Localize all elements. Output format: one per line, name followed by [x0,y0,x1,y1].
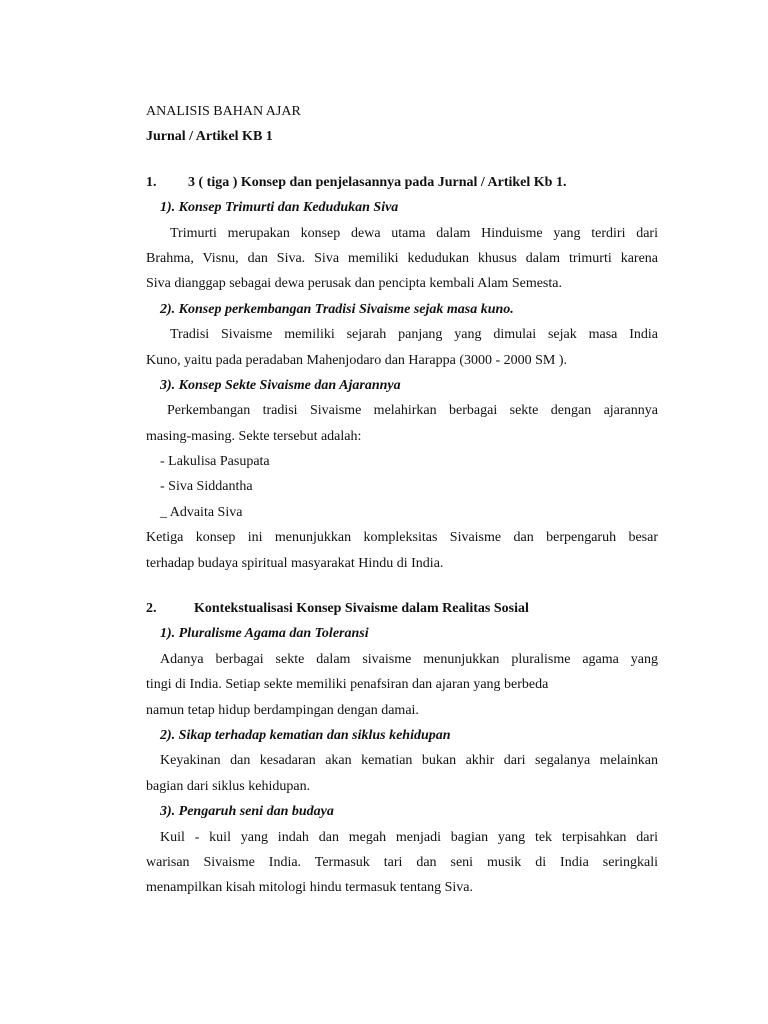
section-2-title: Kontekstualisasi Konsep Sivaisme dalam Realitas Sosial [194,601,529,617]
paragraph-line: bagian dari siklus kehidupan. [146,778,311,794]
section-1-sub-1-title: 1). Konsep Trimurti dan Kedudukan Siva [160,200,399,216]
paragraph-line: terhadap budaya spiritual masyarakat Hindu di India. [146,555,444,571]
section-1-sub-2-title: 2). Konsep perkembangan Tradisi Sivaisme sejak masa kuno. [160,301,514,317]
paragraph-line: namun tetap hidup berdampingan dengan damai. [146,702,419,718]
paragraph-line: Brahma, Visnu, dan Siva. Siva memiliki kedudukan khusus dalam trimurti karena [146,250,658,266]
section-2-number: 2. [146,601,157,617]
paragraph-line: Adanya berbagai sekte dalam sivaisme menunjukkan pluralisme agama yang [160,651,658,667]
paragraph-line: warisan Sivaisme India. Termasuk tari dan seni musik di India seringkali [146,854,658,870]
paragraph-line: menampilkan kisah mitologi hindu termasuk tentang Siva. [146,880,474,896]
paragraph-line: Perkembangan tradisi Sivaisme melahirkan berbagai sekte dengan ajarannya [167,403,658,419]
paragraph-line: Keyakinan dan kesadaran akan kematian bukan akhir dari segalanya melainkan [160,753,658,769]
section-2-sub-2-title: 2). Sikap terhadap kematian dan siklus kehidupan [160,727,451,743]
list-item: _ Advaita Siva [160,504,243,520]
paragraph-line: Kuil - kuil yang indah dan megah menjadi bagian yang tek terpisahkan dari [160,829,658,845]
document-title: ANALISIS BAHAN AJAR [146,104,301,119]
section-1-title: 3 ( tiga ) Konsep dan penjelasannya pada Jurnal / Artikel Kb 1. [188,174,567,190]
section-1-number: 1. [146,174,157,190]
list-item: - Siva Siddantha [160,479,253,495]
section-1-heading [146,173,658,198]
document-page [146,102,658,904]
paragraph-line: Ketiga konsep ini menunjukkan kompleksitas Sivaisme dan berpengaruh besar [146,530,658,546]
section-2-heading [146,599,658,624]
paragraph-line: Kuno, yaitu pada peradaban Mahenjodaro dan Harappa (3000 - 2000 SM ). [146,352,568,368]
paragraph-line: masing-masing. Sekte tersebut adalah: [146,428,362,444]
section-2-sub-1-title: 1). Pluralisme Agama dan Toleransi [160,626,369,642]
paragraph-line: Trimurti merupakan konsep dewa utama dalam Hinduisme yang terdiri dari [170,225,658,241]
paragraph-line: Siva dianggap sebagai dewa perusak dan pencipta kembali Alam Semesta. [146,276,562,292]
paragraph-line: tingi di India. Setiap sekte memiliki penafsiran dan ajaran yang berbeda [146,677,549,693]
list-item: - Lakulisa Pasupata [160,454,270,470]
paragraph-line: Tradisi Sivaisme memiliki sejarah panjang yang dimulai sejak masa India [170,327,658,343]
section-2-sub-3-title: 3). Pengaruh seni dan budaya [160,804,334,820]
document-subtitle: Jurnal / Artikel KB 1 [146,129,273,145]
section-1-sub-3-title: 3). Konsep Sekte Sivaisme dan Ajarannya [160,377,401,393]
